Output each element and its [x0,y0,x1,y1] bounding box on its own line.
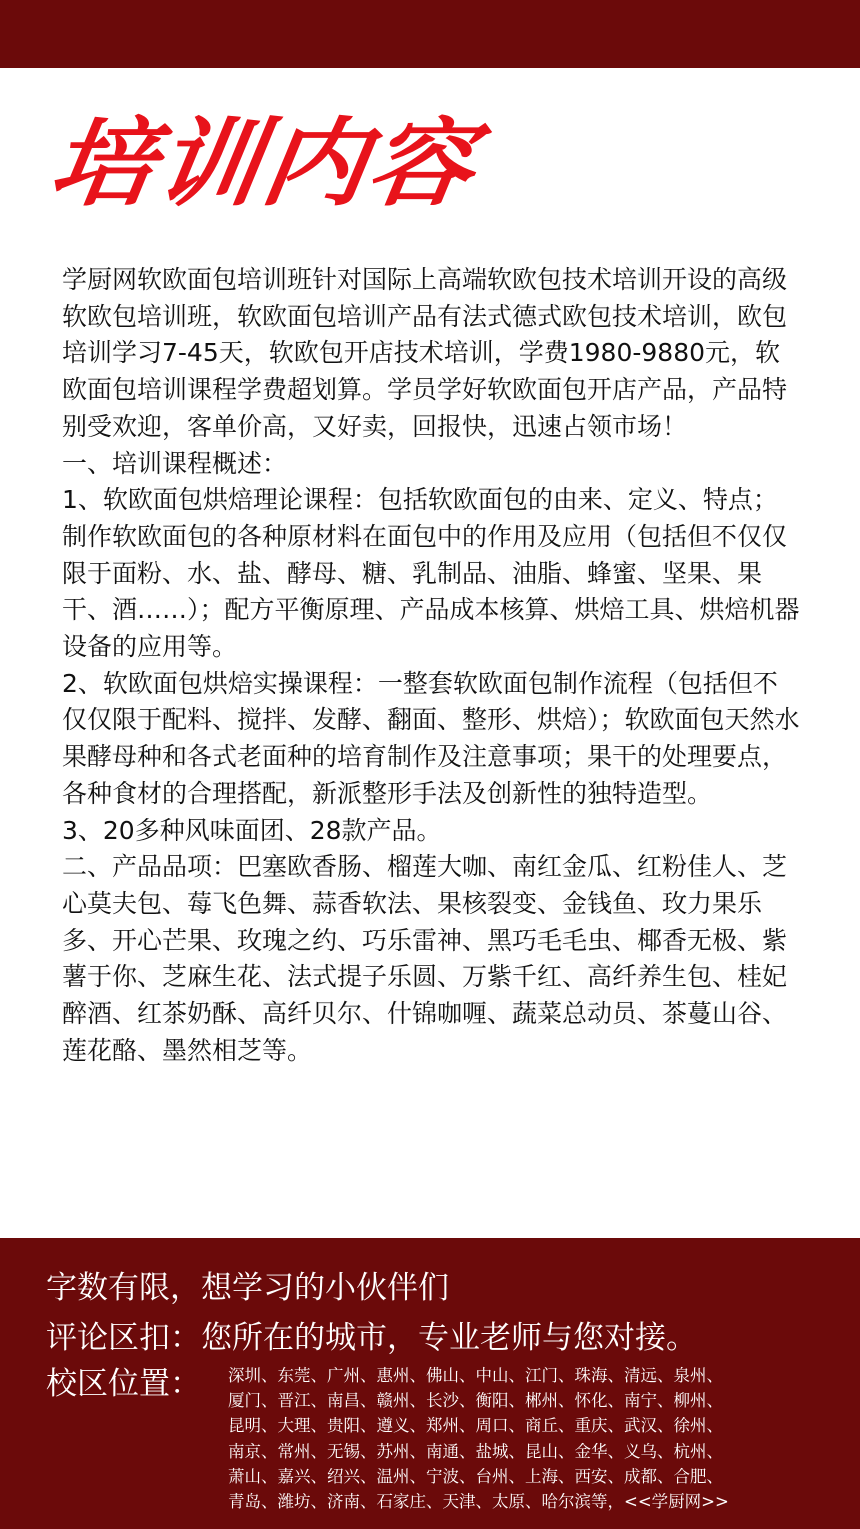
campus-list [228,1363,828,1514]
article-body [62,262,802,1069]
campus-list-line: 昆明、大理、贵阳、遵义、郑州、周口、商丘、重庆、武汉、徐州、 [228,1416,723,1436]
page-title: 培训内容 [42,107,483,220]
section-heading-overview: 一、培训课程概述： [62,448,288,478]
top-banner [0,0,860,68]
campus-list-line: 萧山、嘉兴、绍兴、温州、宁波、台州、上海、西安、成都、合肥、 [228,1466,723,1486]
course-item-products-count: 3、20多种风味面团、28款产品。 [62,815,442,845]
footer-comment-text: 评论区扣：您所在的城市，专业老师与您对接。 [46,1320,697,1356]
campus-list-line: 厦门、晋江、南昌、赣州、长沙、衡阳、郴州、怀化、南宁、柳州、 [228,1391,723,1411]
campus-label: 校区位置： [46,1366,201,1402]
course-item-theory: 1、软欧面包烘焙理论课程：包括软欧面包的由来、定义、特点；制作软欧面包的各种原材料在面包中的作用及应用（包括但不仅仅限于面粉、水、盐、酵母、糖、乳制品、油脂、蜂蜜、坚果、果干、酒……）；配方平衡原理、产品成本核算、烘焙工具、烘焙机器设备的应用等。 [62,485,800,662]
campus-list-line: 深圳、东莞、广州、惠州、佛山、中山、江门、珠海、清远、泉州、 [228,1366,723,1385]
product-list-paragraph: 二、产品品项：巴塞欧香肠、榴莲大咖、南红金瓜、红粉佳人、芝心莫夫包、莓飞色舞、蒜香软法、果核裂变、金钱鱼、玫力果乐多、开心芒果、玫瑰之约、巧乐雷神、黑巧毛毛虫、椰香无极、紫薯于你、芝麻生花、法式提子乐圆、万紫千红、高纤养生包、桂妃醉酒、红茶奶酥、高纤贝尔、什锦咖喱、蔬菜总动员、茶蔓山谷、莲花酪、墨然相芝等。 [62,852,788,1065]
course-item-practice: 2、软欧面包烘焙实操课程：一整套软欧面包制作流程（包括但不仅仅限于配料、搅拌、发酵、翻面、整形、烘焙）；软欧面包天然水果酵母种和各式老面种的培育制作及注意事项；果干的处理要点，各种食材的合理搭配，新派整形手法及创新性的独特造型。 [62,668,800,808]
footer-banner [0,1238,860,1529]
campus-list-line: 青岛、潍坊、济南、石家庄、天津、太原、哈尔滨等，<<学厨网>> [228,1492,729,1512]
footer-invite-text: 字数有限，想学习的小伙伴们 [46,1270,449,1306]
intro-paragraph: 学厨网软欧面包培训班针对国际上高端软欧包技术培训开设的高级软欧包培训班，软欧面包培训产品有法式德式欧包技术培训，欧包培训学习7-45天，软欧包开店技术培训，学费1980-9880元，软欧面包培训课程学费超划算。学员学好软欧面包开店产品，产品特别受欢迎，客单价高，又好卖，回报快，迅速占领市场！ [62,265,788,441]
campus-list-line: 南京、常州、无锡、苏州、南通、盐城、昆山、金华、义乌、杭州、 [228,1441,723,1461]
